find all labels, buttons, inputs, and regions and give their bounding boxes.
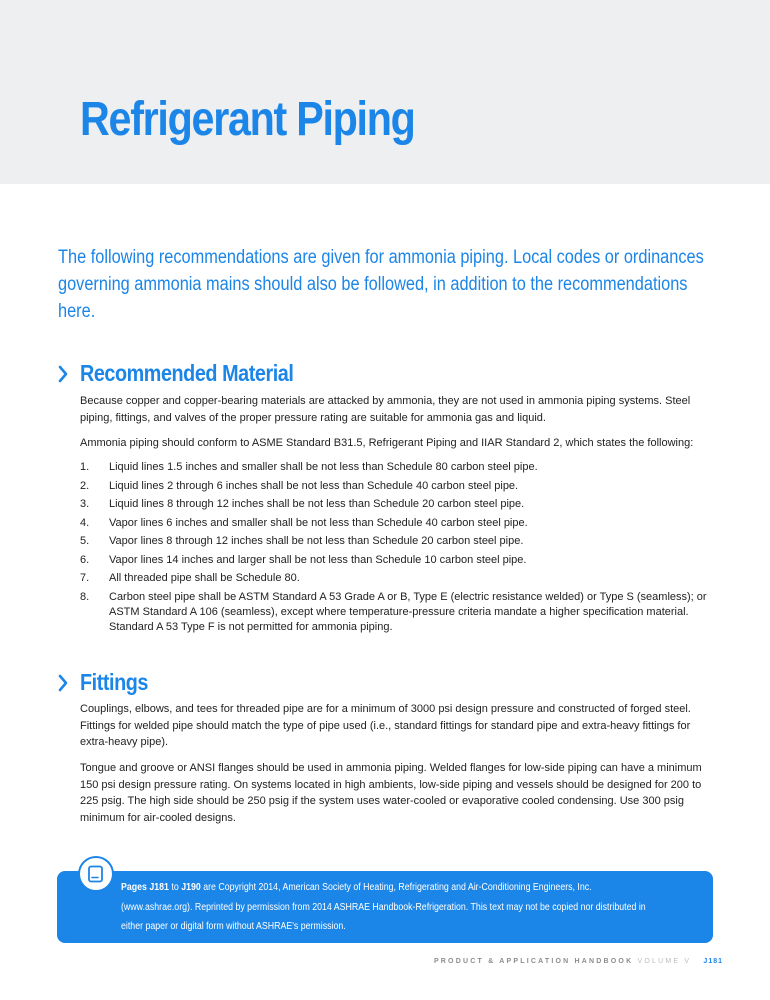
list-number: 3. [80,498,90,510]
list-item [80,497,710,512]
document-icon [78,856,114,892]
section-heading-fittings [58,669,159,696]
list-text: Vapor lines 8 through 12 inches shall be not less than Schedule 20 carbon steel pipe. [109,535,524,547]
volume-label: VOLUME V [637,958,692,965]
section-heading-text: Recommended Material [80,360,294,386]
page-footer [434,958,723,965]
list-text: Liquid lines 2 through 6 inches shall be not less than Schedule 40 carbon steel pipe. [109,479,519,492]
to-word: to [171,882,179,893]
list-item [80,590,710,635]
list-number: 5. [80,535,90,547]
intro-paragraph: The following recommendations are given for ammonia piping. Local codes or ordinances governing ammonia mains should also be followed, in addition to the recommendations here. [58,247,704,322]
section-heading-text: Fittings [80,669,148,695]
list-number: 2. [80,479,90,492]
end-page: J190 [181,882,201,893]
copyright-line-1: are Copyright 2014, American Society of Heating, Refrigerating and Air-Conditioning Engineers, Inc. [200,882,592,893]
list-item [80,516,710,531]
list-number: 1. [80,461,90,473]
list-item [80,571,710,586]
list-item [80,553,710,568]
list-number: 8. [80,590,90,603]
chevron-right-icon [58,365,68,383]
copyright-line-3: either paper or digital form without ASHRAE's permission. [121,921,346,932]
list-number: 6. [80,553,90,566]
paragraph: Ammonia piping should conform to ASME Standard B31.5, Refrigerant Piping and IIAR Standard 2, which states the following: [80,437,694,449]
list-text: Carbon steel pipe shall be ASTM Standard A 53 Grade A or B, Type E (electric resistance welded) or Type S (seamless); or ASTM Standard A 106 (seamless), except where temperature-pressure criteria mandate a higher specification material. Standard A 53 Type F is not permitted for ammonia piping. [109,590,707,633]
copyright-text [121,878,684,937]
list-text: All threaded pipe shall be Schedule 80. [109,572,300,584]
pages-label: Pages J181 [121,882,169,893]
page-number: J181 [703,958,723,965]
copyright-line-2: (www.ashrae.org). Reprinted by permission from 2014 ASHRAE Handbook-Refrigeration. This text may not be copied nor distributed in [121,901,646,913]
list-item [80,534,710,549]
handbook-name: PRODUCT & APPLICATION HANDBOOK [433,958,634,965]
list-number: 7. [80,572,90,584]
list-item [80,479,710,494]
list-number: 4. [80,516,90,529]
document-icon-glyph [86,864,106,884]
section-heading-recommended-material [58,360,328,387]
list-text: Liquid lines 1.5 inches and smaller shall be not less than Schedule 80 carbon steel pipe. [109,461,538,473]
paragraph: Because copper and copper-bearing materials are attacked by ammonia, they are not used in ammonia piping systems. Steel piping, fittings, and valves of the proper pressure rating are suitable for ammonia gas and liquid. [80,395,691,424]
list-text: Vapor lines 6 inches and smaller shall be not less than Schedule 40 carbon steel pipe. [109,516,528,529]
list-text: Liquid lines 8 through 12 inches shall be not less than Schedule 20 carbon steel pipe. [109,498,525,510]
list-item [80,460,710,475]
requirements-list [80,460,710,638]
page-title: Refrigerant Piping [80,93,415,146]
paragraph: Couplings, elbows, and tees for threaded pipe are for a minimum of 3000 psi design pressure and constructed of forged steel. Fittings for welded pipe should match the type of pipe used (i.e., standard fittings for standard pipe and extra-heavy fittings for extra-heavy pipe). [80,703,691,748]
paragraph: Tongue and groove or ANSI flanges should be used in ammonia piping. Welded flanges for low-side piping can have a minimum 150 psi design pressure rating. On systems located in high ambients, low-side piping and vessels should be designed for 200 to 225 psig. The high side should be 250 psig if the system uses water-cooled or evaporative cooled condensing. Use 300 psig minimum for air-cooled designs. [80,762,702,824]
chevron-right-icon [58,674,68,692]
list-text: Vapor lines 14 inches and larger shall be not less than Schedule 10 carbon steel pipe. [109,553,527,566]
